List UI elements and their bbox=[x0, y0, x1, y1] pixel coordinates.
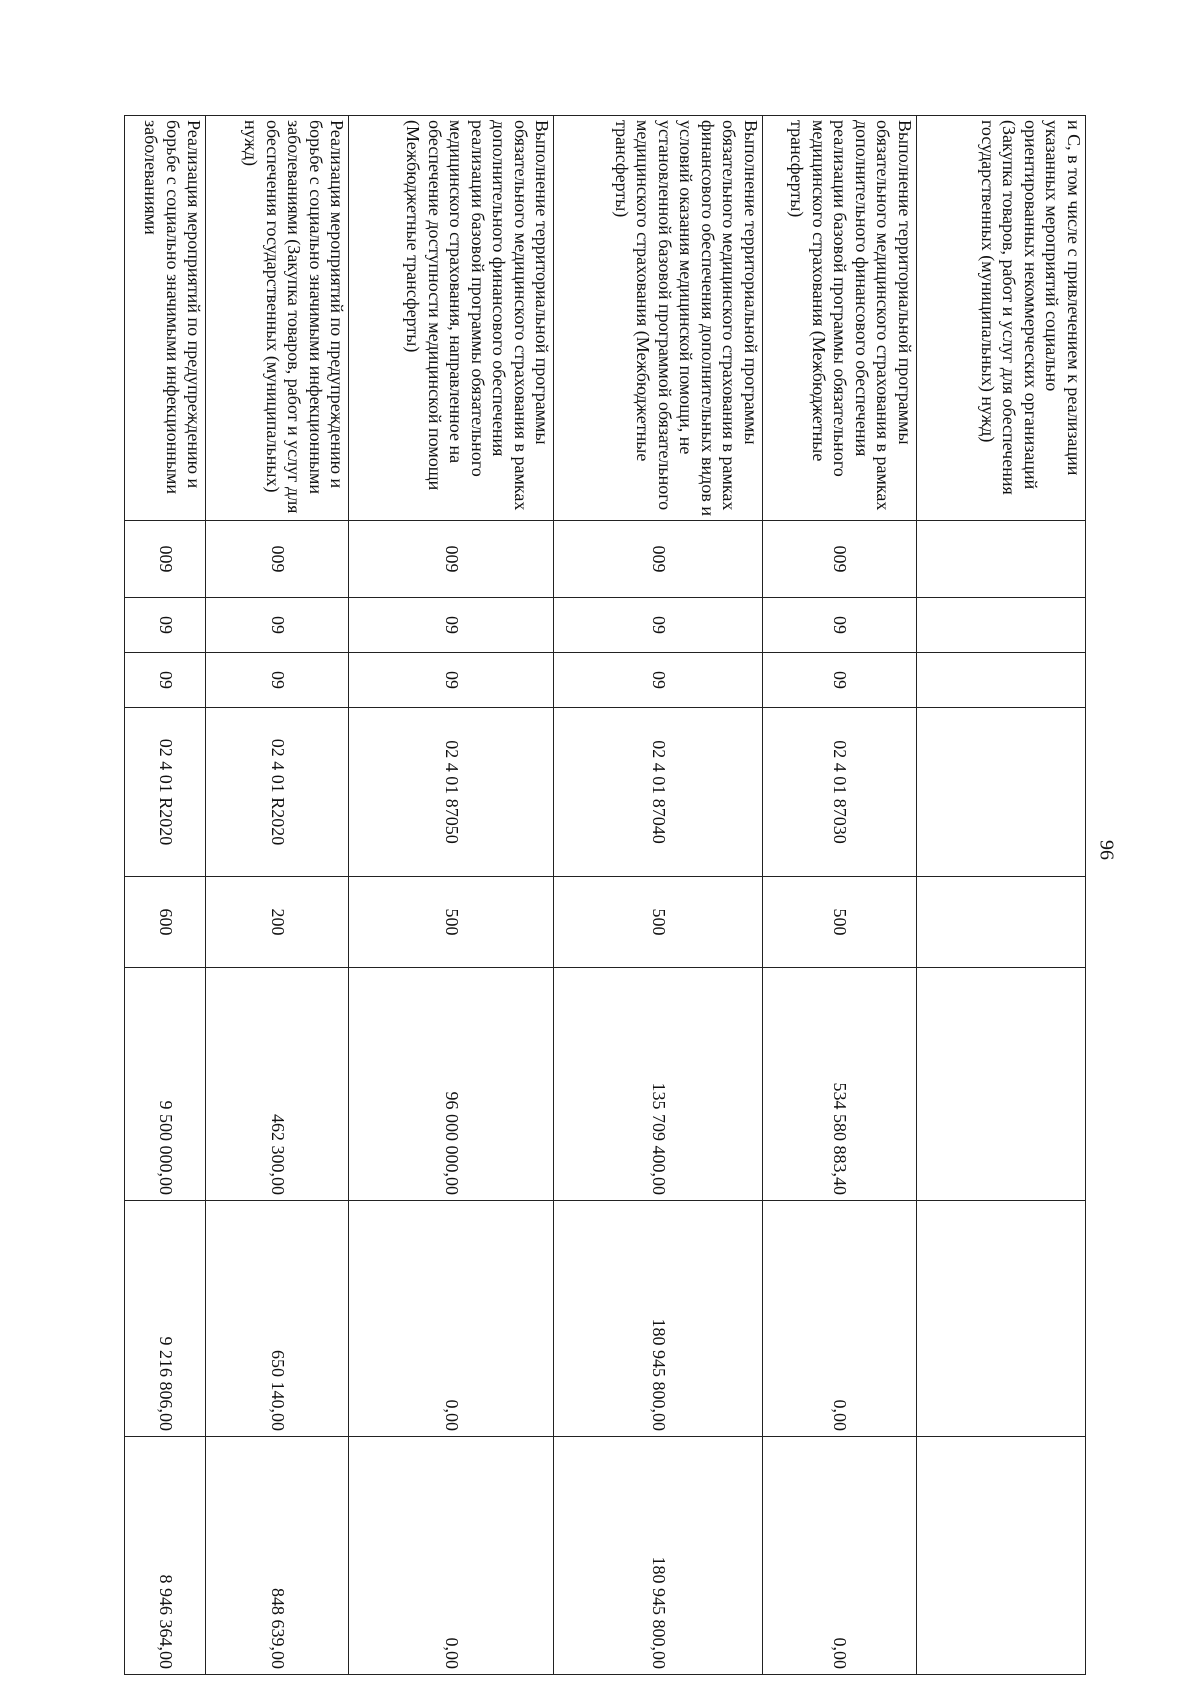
cell-amount-1: 462 300,00 bbox=[206, 968, 349, 1201]
cell-amount-3: 0,00 bbox=[349, 1437, 554, 1675]
cell-ministry: 009 bbox=[762, 521, 916, 598]
cell-amount-1: 135 709 400,00 bbox=[554, 968, 762, 1201]
cell-amount-2 bbox=[916, 1201, 1085, 1437]
cell-amount-1: 9 500 000,00 bbox=[125, 968, 206, 1201]
cell-amount-2: 650 140,00 bbox=[206, 1201, 349, 1437]
cell-type: 200 bbox=[206, 877, 349, 968]
cell-subsection: 09 bbox=[554, 653, 762, 708]
row-name: Выполнение территориальной программы обязательного медицинского страхования в рамках дополнительного финансового обеспечения реализации базовой программы обязательного медицинского страхования (Межбюджетные трансферты) bbox=[762, 116, 916, 521]
row-name: Выполнение территориальной программы обязательного медицинского страхования в рамках дополнительного финансового обеспечения реализации базовой программы обязательного медицинского страхования, направленное на обеспечение доступности медицинской помощи (Межбюджетные трансферты) bbox=[349, 116, 554, 521]
page-number: 96 bbox=[1095, 840, 1118, 860]
cell-amount-2: 0,00 bbox=[349, 1201, 554, 1437]
cell-target: 02 4 01 R2020 bbox=[125, 708, 206, 877]
cell-amount-1: 534 580 883,40 bbox=[762, 968, 916, 1201]
cell-type: 500 bbox=[554, 877, 762, 968]
cell-subsection: 09 bbox=[762, 653, 916, 708]
cell-section bbox=[916, 598, 1085, 653]
cell-type: 500 bbox=[762, 877, 916, 968]
cell-subsection: 09 bbox=[349, 653, 554, 708]
cell-target: 02 4 01 87030 bbox=[762, 708, 916, 877]
cell-section: 09 bbox=[125, 598, 206, 653]
cell-ministry: 009 bbox=[554, 521, 762, 598]
cell-type: 500 bbox=[349, 877, 554, 968]
row-name: и С, в том числе с привлечением к реализации указанных мероприятий социально ориентированных некоммерческих организаций (Закупка товаров, работ и услуг для обеспечения государственных (муниципальных) нужд) bbox=[916, 116, 1085, 521]
cell-ministry: 009 bbox=[125, 521, 206, 598]
row-name: Реализация мероприятий по предупреждению и борьбе с социально значимыми инфекционными заболеваниями bbox=[125, 116, 206, 521]
cell-amount-3: 848 639,00 bbox=[206, 1437, 349, 1675]
table-row bbox=[125, 116, 206, 1675]
cell-section: 09 bbox=[554, 598, 762, 653]
cell-target bbox=[916, 708, 1085, 877]
cell-type bbox=[916, 877, 1085, 968]
cell-amount-2: 9 216 806,00 bbox=[125, 1201, 206, 1437]
cell-ministry: 009 bbox=[206, 521, 349, 598]
cell-ministry: 009 bbox=[349, 521, 554, 598]
rotated-page-area bbox=[124, 115, 1086, 1674]
cell-target: 02 4 01 R2020 bbox=[206, 708, 349, 877]
cell-amount-1: 96 000 000,00 bbox=[349, 968, 554, 1201]
cell-subsection: 09 bbox=[125, 653, 206, 708]
cell-target: 02 4 01 87040 bbox=[554, 708, 762, 877]
budget-table bbox=[124, 115, 1086, 1675]
table-row bbox=[349, 116, 554, 1675]
cell-subsection: 09 bbox=[206, 653, 349, 708]
cell-section: 09 bbox=[762, 598, 916, 653]
cell-amount-3: 180 945 800,00 bbox=[554, 1437, 762, 1675]
cell-amount-2: 180 945 800,00 bbox=[554, 1201, 762, 1437]
cell-type: 600 bbox=[125, 877, 206, 968]
table-row bbox=[554, 116, 762, 1675]
cell-target: 02 4 01 87050 bbox=[349, 708, 554, 877]
budget-table-sheet bbox=[124, 115, 1086, 1674]
cell-amount-3: 0,00 bbox=[762, 1437, 916, 1675]
cell-amount-2: 0,00 bbox=[762, 1201, 916, 1437]
table-row bbox=[762, 116, 916, 1675]
cell-ministry bbox=[916, 521, 1085, 598]
cell-amount-3: 8 946 364,00 bbox=[125, 1437, 206, 1675]
cell-section: 09 bbox=[206, 598, 349, 653]
row-name: Выполнение территориальной программы обязательного медицинского страхования в рамках финансового обеспечения дополнительных видов и условий оказания медицинской помощи, не установленной базовой программой обязательного медицинского страхования (Межбюджетные трансферты) bbox=[554, 116, 762, 521]
table-row bbox=[916, 116, 1085, 1675]
cell-amount-3 bbox=[916, 1437, 1085, 1675]
cell-amount-1 bbox=[916, 968, 1085, 1201]
cell-section: 09 bbox=[349, 598, 554, 653]
cell-subsection bbox=[916, 653, 1085, 708]
row-name: Реализация мероприятий по предупреждению и борьбе с социально значимыми инфекционными заболеваниями (Закупка товаров, работ и услуг для обеспечения государственных (муниципальных) нужд) bbox=[206, 116, 349, 521]
table-row bbox=[206, 116, 349, 1675]
